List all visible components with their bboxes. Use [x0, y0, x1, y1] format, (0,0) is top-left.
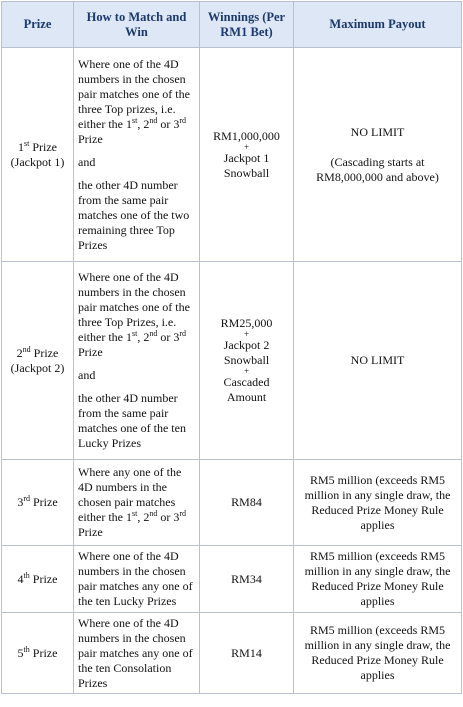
max-payout-cell — [294, 262, 462, 460]
match-cell — [74, 262, 200, 460]
match-cell — [74, 460, 200, 546]
match-and: and — [78, 154, 96, 169]
winnings-amount: RM14 — [231, 645, 262, 660]
match-condition-a: Where one of the 4D numbers in the chosen pair matches one of the three Top prizes, i.e. either the 1st, 2nd or 3rd Prize — [78, 56, 190, 146]
prize-subtitle: (Jackpot 1) — [10, 154, 65, 169]
winnings-amount: RM1,000,000 — [213, 128, 280, 143]
match-cell — [74, 48, 200, 262]
match-condition-a: Where one of the 4D numbers in the chosen pair matches one of the three Top Prizes, i.e. either the 1st, 2nd or 3rd Prize — [78, 270, 190, 359]
plus-sign: + — [243, 366, 250, 376]
table-row-2nd-prize — [2, 262, 462, 460]
max-payout-cell — [294, 613, 462, 694]
winnings-cell — [200, 460, 294, 546]
prize-cell: 4th Prize — [2, 546, 74, 613]
max-payout-main: NO LIMIT — [350, 124, 405, 139]
header-prize: Prize — [2, 2, 74, 48]
match-condition-b: the other 4D number from the same pair matches one of the two remaining three Top Prizes — [78, 177, 190, 252]
prize-cell: 5th Prize — [2, 613, 74, 694]
winnings-amount: RM34 — [231, 571, 262, 586]
table-row-5th-prize — [2, 613, 462, 694]
header-how-to-match: How to Match and Win — [74, 2, 200, 48]
match-condition-b: the other 4D number from the same pair matches one of the ten Lucky Prizes — [78, 391, 186, 450]
table-row-4th-prize — [2, 546, 462, 613]
winnings-extra: Jackpot 2 Snowball — [223, 338, 270, 367]
prize-subtitle: (Jackpot 2) — [10, 360, 65, 375]
max-payout-main: NO LIMIT — [350, 353, 405, 367]
max-payout-note: (Cascading starts at RM8,000,000 and above) — [316, 154, 439, 184]
plus-sign: + — [243, 141, 250, 152]
match-condition: Where one of the 4D numbers in the chosen pair matches any one of the ten Lucky Prizes — [78, 549, 193, 608]
max-payout-text: RM5 million (exceeds RM5 million in any single draw, the Reduced Prize Money Rule applies — [304, 549, 451, 608]
match-condition: Where any one of the 4D numbers in the chosen pair matches either the 1st, 2nd or 3rd Prize — [78, 465, 186, 539]
plus-sign: + — [243, 329, 250, 339]
header-max-payout: Maximum Payout — [294, 2, 462, 48]
winnings-cell — [200, 48, 294, 262]
winnings-amount: RM25,000 — [220, 316, 273, 330]
prize-cell: 1st Prize (Jackpot 1) — [2, 48, 74, 262]
max-payout-cell — [294, 546, 462, 613]
match-and: and — [78, 368, 96, 382]
max-payout-cell — [294, 460, 462, 546]
max-payout-cell — [294, 48, 462, 262]
header-row — [2, 2, 462, 48]
match-cell — [74, 546, 200, 613]
winnings-cell — [200, 546, 294, 613]
prize-cell: 3rd Prize — [2, 460, 74, 546]
winnings-cell — [200, 613, 294, 694]
winnings-extra: Jackpot 1 Snowball — [223, 150, 270, 180]
table-row-1st-prize — [2, 48, 462, 262]
match-condition: Where one of the 4D numbers in the chosen pair matches any one of the ten Consolation Prizes — [78, 615, 193, 690]
prize-table — [1, 1, 462, 694]
max-payout-text: RM5 million (exceeds RM5 million in any single draw, the Reduced Prize Money Rule applies — [304, 472, 451, 532]
match-cell — [74, 613, 200, 694]
prize-cell: 2nd Prize (Jackpot 2) — [2, 262, 74, 460]
winnings-cell — [200, 262, 294, 460]
header-winnings: Winnings (Per RM1 Bet) — [200, 2, 294, 48]
table-row-3rd-prize — [2, 460, 462, 546]
winnings-extra-2: Cascaded Amount — [223, 375, 270, 404]
winnings-amount: RM84 — [231, 495, 262, 509]
max-payout-text: RM5 million (exceeds RM5 million in any single draw, the Reduced Prize Money Rule applies — [304, 623, 451, 682]
